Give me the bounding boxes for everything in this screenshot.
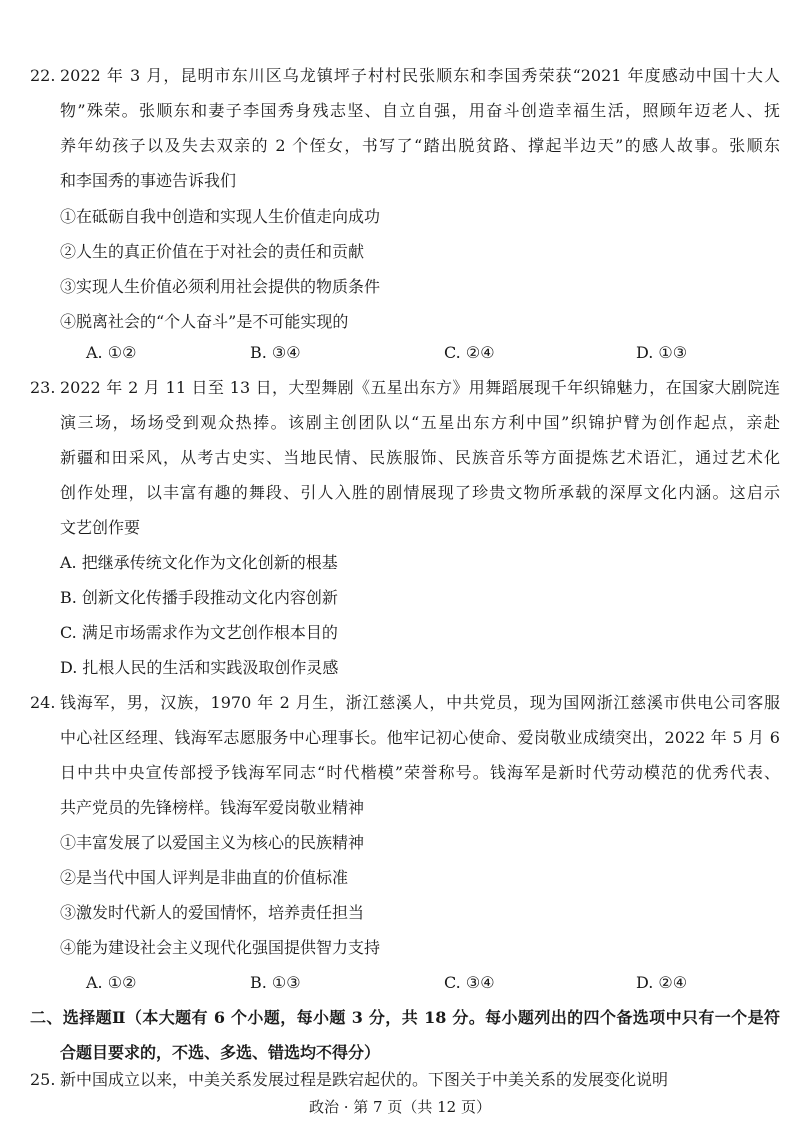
- answer-option-b: B. 创新文化传播手段推动文化内容创新: [60, 588, 338, 607]
- question-text-line: 创作处理，以丰富有趣的舞段、引人入胜的剧情展现了珍贵文物所承载的深厚文化内涵。这启示: [60, 483, 780, 502]
- question-text-line: 新中国成立以来，中美关系发展过程是跌宕起伏的。下图关于中美关系的发展变化说明: [60, 1070, 669, 1089]
- statement-option: ①在砥砺自我中创造和实现人生价值走向成功: [60, 207, 381, 226]
- statement-option: ③实现人生价值必须利用社会提供的物质条件: [60, 277, 381, 296]
- section-header-line: 二、选择题Ⅱ（本大题有 6 个小题，每小题 3 分，共 18 分。每小题列出的四个备选项中只有一个是符: [30, 1008, 780, 1027]
- question-number: 23.: [30, 378, 56, 397]
- statement-option: ④脱离社会的“个人奋斗”是不可能实现的: [60, 312, 349, 331]
- question-text-line: 物”殊荣。张顺东和妻子李国秀身残志坚、自立自强，用奋斗创造幸福生活，照顾年迈老人、抚: [60, 101, 780, 120]
- question-text-line: 日中共中央宣传部授予钱海军同志“时代楷模”荣誉称号。钱海军是新时代劳动模范的优秀代表、: [60, 763, 780, 782]
- answer-choice-c: C. ②④: [444, 343, 495, 362]
- statement-option: ②人生的真正价值在于对社会的责任和贡献: [60, 242, 365, 261]
- question-text-line: 新疆和田采风，从考古史实、当地民情、民族服饰、民族音乐等方面提炼艺术语汇，通过艺术化: [60, 448, 780, 467]
- answer-choice-a: A. ①②: [86, 973, 137, 992]
- section-header-line: 合题目要求的，不选、多选、错选均不得分）: [60, 1043, 381, 1062]
- question-text-line: 中心社区经理、钱海军志愿服务中心理事长。他牢记初心使命、爱岗敬业成绩突出，2022 年 5 月 6: [60, 728, 780, 747]
- page-footer: 政治 · 第 7 页（共 12 页）: [308, 1098, 491, 1116]
- statement-option: ①丰富发展了以爱国主义为核心的民族精神: [60, 833, 365, 852]
- question-text-line: 2022 年 2 月 11 日至 13 日，大型舞剧《五星出东方》用舞蹈展现千年织锦魅力，在国家大剧院连: [60, 378, 780, 397]
- statement-option: ③激发时代新人的爱国情怀，培养责任担当: [60, 903, 365, 922]
- question-number: 22.: [30, 66, 56, 85]
- question-text-line: 2022 年 3 月，昆明市东川区乌龙镇坪子村村民张顺东和李国秀荣获“2021 年度感动中国十大人: [60, 66, 780, 85]
- answer-option-d: D. 扎根人民的生活和实践汲取创作灵感: [60, 658, 339, 677]
- answer-choice-b: B. ①③: [250, 973, 301, 992]
- question-text-line: 文艺创作要: [60, 518, 141, 537]
- question-text-line: 钱海军，男，汉族，1970 年 2 月生，浙江慈溪人，中共党员，现为国网浙江慈溪市供电公司客服: [60, 693, 780, 712]
- question-number: 25.: [30, 1070, 56, 1089]
- answer-option-c: C. 满足市场需求作为文艺创作根本目的: [60, 623, 338, 642]
- statement-option: ④能为建设社会主义现代化强国提供智力支持: [60, 938, 381, 957]
- answer-choice-a: A. ①②: [86, 343, 137, 362]
- statement-option: ②是当代中国人评判是非曲直的价值标准: [60, 868, 349, 887]
- answer-choice-d: D. ①③: [636, 343, 688, 362]
- answer-option-a: A. 把继承传统文化作为文化创新的根基: [60, 553, 338, 572]
- question-number: 24.: [30, 693, 56, 712]
- question-text-line: 演三场，场场受到观众热捧。该剧主创团队以“五星出东方利中国”织锦护臂为创作起点，亲赴: [60, 413, 780, 432]
- question-text-line: 养年幼孩子以及失去双亲的 2 个侄女，书写了“踏出脱贫路、撑起半边天”的感人故事。张顺东: [60, 136, 780, 155]
- question-text-line: 共产党员的先锋榜样。钱海军爱岗敬业精神: [60, 798, 365, 817]
- answer-choice-b: B. ③④: [250, 343, 301, 362]
- answer-choice-c: C. ③④: [444, 973, 495, 992]
- answer-choice-d: D. ②④: [636, 973, 688, 992]
- question-text-line: 和李国秀的事迹告诉我们: [60, 171, 237, 190]
